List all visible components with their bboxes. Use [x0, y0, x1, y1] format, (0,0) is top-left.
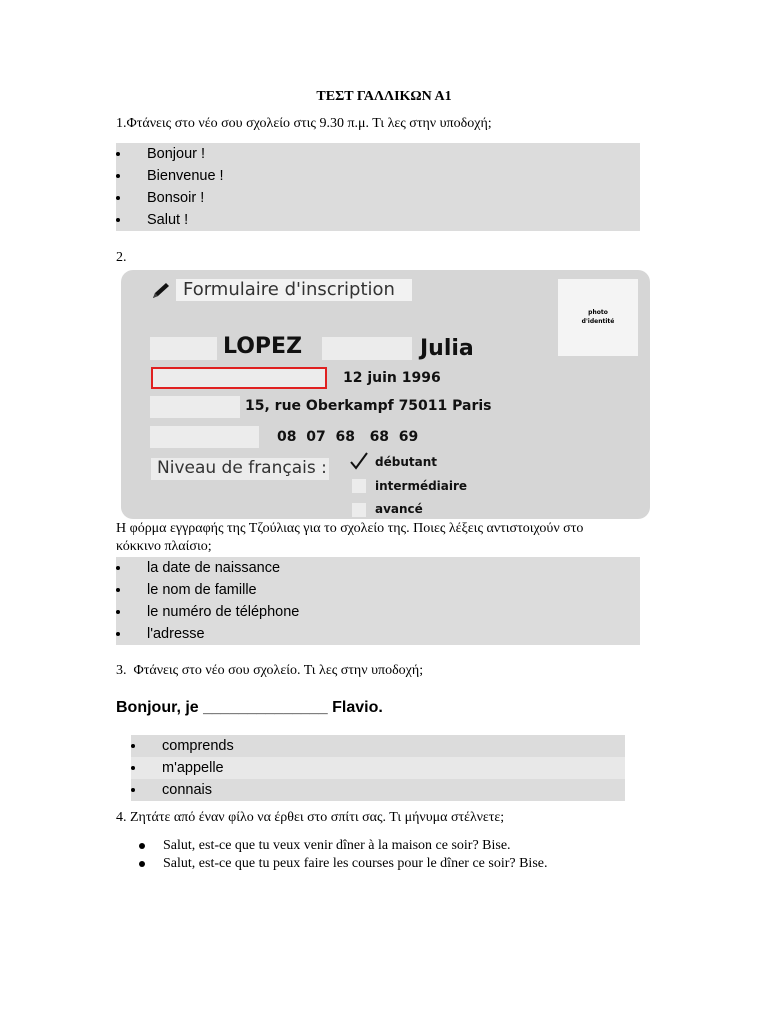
bullet-icon [116, 196, 120, 200]
bullet-icon [116, 152, 120, 156]
level-option-advanced: avancé [375, 502, 423, 516]
question-1-options [116, 143, 640, 231]
level-label: Niveau de français : [157, 458, 327, 478]
birth-date-value: 12 juin 1996 [343, 370, 441, 386]
bullet-icon [116, 588, 120, 592]
bullet-icon [116, 174, 120, 178]
option-item[interactable]: la date de naissance [116, 557, 640, 579]
question-4-text: 4. Ζητάτε από έναν φίλο να έρθει στο σπίτι σας. Τι μήνυμα στέλνετε; [116, 810, 505, 825]
label-box [322, 337, 412, 360]
question-2-text-line1: Η φόρμα εγγραφής της Τζούλιας για το σχολείο της. Ποιες λέξεις αντιστοιχούν στο [116, 521, 584, 536]
bullet-icon [116, 610, 120, 614]
checkmark-icon [349, 451, 369, 471]
option-item[interactable]: Salut, est-ce que tu veux venir dîner à la maison ce soir? Bise. [139, 837, 659, 855]
question-3-options [131, 735, 625, 801]
bullet-icon [116, 566, 120, 570]
bullet-icon [116, 218, 120, 222]
option-item[interactable]: comprends [131, 735, 625, 757]
checkbox [352, 479, 366, 493]
page-title: ΤΕΣΤ ΓΑΛΛΙΚΩΝ Α1 [316, 89, 452, 104]
label-box [150, 396, 240, 418]
address-value: 15, rue Oberkampf 75011 Paris [245, 398, 492, 414]
level-option-intermediate: intermédiaire [375, 479, 468, 493]
form-title: Formulaire d'inscription [183, 279, 395, 300]
level-option-beginner: débutant [375, 455, 437, 469]
option-item[interactable]: Bonjour ! [116, 143, 640, 165]
question-3-text: 3. Φτάνεις στο νέο σου σχολείο. Τι λες στην υποδοχή; [116, 663, 424, 678]
bullet-icon [139, 843, 145, 849]
option-item[interactable]: Bienvenue ! [116, 165, 640, 187]
bullet-icon [131, 788, 135, 792]
option-item[interactable]: Bonsoir ! [116, 187, 640, 209]
bullet-icon [116, 632, 120, 636]
option-item[interactable]: Salut, est-ce que tu peux faire les courses pour le dîner ce soir? Bise. [139, 855, 659, 873]
bullet-icon [139, 861, 145, 867]
question-2-options [116, 557, 640, 645]
option-item[interactable]: l'adresse [116, 623, 640, 645]
question-2-number: 2. [116, 250, 127, 265]
option-item[interactable]: le nom de famille [116, 579, 640, 601]
option-item[interactable]: Salut ! [116, 209, 640, 231]
option-item[interactable]: m'appelle [131, 757, 625, 779]
label-box [150, 337, 217, 360]
option-item[interactable]: le numéro de téléphone [116, 601, 640, 623]
question-4-options [139, 837, 659, 873]
first-name-value: Julia [420, 336, 474, 361]
label-box [150, 426, 259, 448]
highlighted-label-box [151, 367, 327, 389]
question-3-sentence: Bonjour, je ______________ Flavio. [116, 699, 383, 716]
option-item[interactable]: connais [131, 779, 625, 801]
question-2-text-line2: κόκκινο πλαίσιο; [116, 539, 212, 554]
registration-form-image [121, 270, 650, 519]
photo-label: photo d'identité [581, 309, 615, 325]
bullet-icon [131, 766, 135, 770]
last-name-value: LOPEZ [223, 334, 303, 359]
pencil-icon [150, 281, 172, 301]
bullet-icon [131, 744, 135, 748]
question-1-text: 1.Φτάνεις στο νέο σου σχολείο στις 9.30 π.μ. Τι λες στην υποδοχή; [116, 116, 492, 131]
checkbox [352, 503, 366, 517]
phone-value: 08 07 68 68 69 [277, 429, 419, 445]
